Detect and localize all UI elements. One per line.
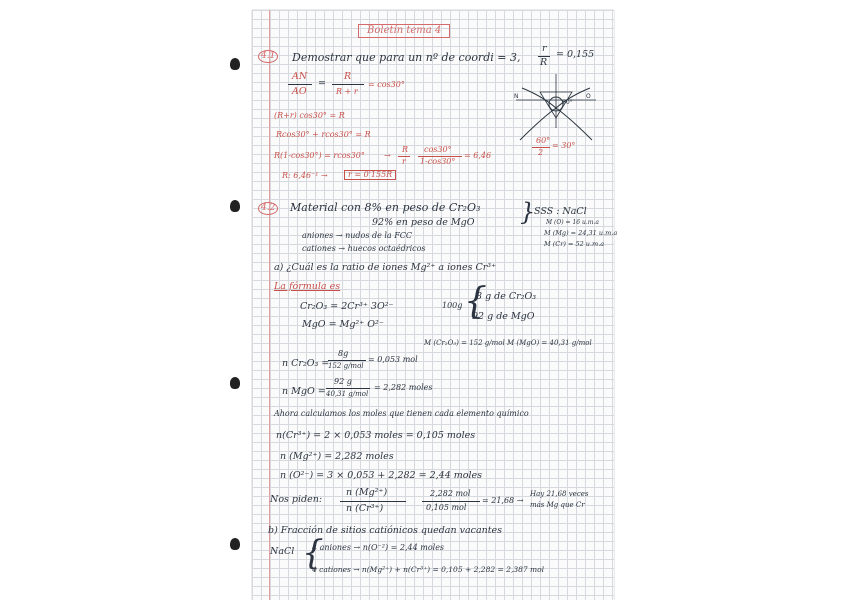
binder-hole bbox=[230, 538, 240, 550]
ratio-value: = 21,68 → bbox=[482, 496, 524, 505]
fraction-numerator: 8g bbox=[338, 349, 349, 358]
binder-hole bbox=[230, 58, 240, 70]
notebook-page bbox=[252, 10, 618, 600]
equation-line: (R+r) cos30° = R bbox=[274, 111, 345, 120]
exercise-statement: Demostrar que para un nº de coordi = 3, bbox=[292, 51, 521, 64]
site-line: 4 aniones → n(O⁻²) = 2,44 moles bbox=[312, 543, 445, 552]
moles-line: n (Mg²⁺) = 2,282 moles bbox=[280, 451, 394, 462]
fraction-denominator: 40,31 g/mol bbox=[326, 390, 369, 398]
svg-text:O: O bbox=[586, 93, 591, 100]
atomic-mass: M (Cr) = 52 u.m.a bbox=[544, 240, 605, 248]
angle-denominator: 2 bbox=[538, 148, 544, 157]
fraction-denominator: 0,105 mol bbox=[426, 503, 467, 512]
exercise-statement: Material con 8% en peso de Cr₂O₃ bbox=[290, 201, 481, 214]
formula-line: MgO = Mg²⁺ O²⁻ bbox=[302, 319, 384, 330]
moles-value: = 0,053 mol bbox=[368, 355, 418, 364]
fraction-numerator: AN bbox=[292, 71, 308, 82]
mass-basis-item: 8 g de Cr₂O₃ bbox=[476, 291, 537, 302]
brace: { bbox=[464, 281, 487, 322]
fraction-denominator: r bbox=[402, 157, 406, 166]
ratio-value: = 0,155 bbox=[556, 49, 595, 60]
text-line: Ahora calculamos los moles que tienen cada elemento químico bbox=[274, 409, 529, 418]
fraction-numerator: n (Mg²⁺) bbox=[346, 487, 388, 498]
brace: } bbox=[520, 198, 536, 226]
nos-piden-label: Nos piden: bbox=[270, 494, 323, 505]
question-a: a) ¿Cuál es la ratio de iones Mg²⁺ a iones Cr³⁺ bbox=[274, 262, 497, 273]
fraction-numerator: cos30° bbox=[424, 145, 452, 154]
lattice-note: aniones → nudos de la FCC bbox=[302, 231, 413, 240]
binder-hole bbox=[230, 200, 240, 212]
boxed-result: r = 0'155R bbox=[344, 170, 396, 180]
equation-line: R(1-cos30°) = rcos30° bbox=[274, 151, 365, 160]
page-title: Boletín tema 4 bbox=[358, 24, 450, 38]
exercise-number: 4.2 bbox=[258, 202, 278, 215]
arrow: → bbox=[384, 151, 391, 160]
formula-line: Cr₂O₃ = 2Cr³⁺ 3O²⁻ bbox=[300, 301, 394, 312]
nacl-label: NaCl bbox=[270, 546, 295, 557]
fraction-denominator: n (Cr³⁺) bbox=[346, 503, 384, 514]
result-value: = 6,46 bbox=[464, 151, 492, 160]
angle-value: = 30° bbox=[552, 141, 576, 150]
ratio-numerator: r bbox=[542, 43, 547, 54]
fraction-denominator: 1-cos30° bbox=[420, 157, 456, 166]
moles-label: n MgO = bbox=[282, 386, 326, 397]
equation-line: R: 6,46⁻¹ → bbox=[282, 171, 328, 180]
mass-basis: 100g bbox=[442, 301, 463, 310]
moles-label: n Cr₂O₃ = bbox=[282, 358, 330, 369]
svg-text:N: N bbox=[514, 93, 519, 100]
moles-line: n (O²⁻) = 3 × 0,053 + 2,282 = 2,44 moles bbox=[280, 470, 483, 481]
equals-sign: = bbox=[318, 78, 326, 89]
moles-line: n(Cr³⁺) = 2 × 0,053 moles = 0,105 moles bbox=[276, 430, 476, 441]
atomic-mass: M (Mg) = 24,31 u.m.a bbox=[544, 229, 618, 237]
formula-heading: La fórmula es bbox=[274, 281, 341, 292]
fraction-denominator: AO bbox=[292, 86, 307, 97]
fraction-denominator: R + r bbox=[336, 87, 358, 96]
binder-hole bbox=[230, 377, 240, 389]
exercise-number: 4.1 bbox=[258, 50, 278, 63]
ratio-note: Hay 21,68 veces bbox=[530, 490, 589, 498]
structure-type: SSS : NaCl bbox=[534, 206, 587, 217]
ratio-denominator: R bbox=[540, 57, 548, 68]
mass-basis-item: 92 g de MgO bbox=[472, 311, 535, 322]
fraction-numerator: 2,282 mol bbox=[430, 489, 471, 498]
molar-mass-line: M (Cr₂O₃) = 152 g/mol M (MgO) = 40,31 g/mol bbox=[424, 339, 592, 347]
fraction-denominator: 152 g/mol bbox=[328, 362, 364, 370]
fraction-numerator: 92 g bbox=[334, 377, 352, 386]
site-line: 4 cationes → n(Mg²⁺) + n(Cr³⁺) = 0,105 + 2,282 = 2,387 mol bbox=[312, 565, 545, 574]
exercise-statement: 92% en peso de MgO bbox=[372, 217, 475, 228]
angle-numerator: 60° bbox=[536, 136, 551, 145]
ratio-note: más Mg que Cr bbox=[530, 501, 585, 509]
atomic-mass: M (O) = 16 u.m.a bbox=[546, 219, 599, 226]
lattice-note: cationes → huecos octaédricos bbox=[302, 244, 426, 253]
question-b: b) Fracción de sitios catiónicos quedan vacantes bbox=[268, 525, 503, 536]
moles-value: = 2,282 moles bbox=[374, 383, 433, 392]
cos-value: = cos30° bbox=[368, 80, 405, 89]
brace: { bbox=[302, 533, 324, 573]
fraction-numerator: R bbox=[402, 145, 409, 154]
margin-line bbox=[269, 10, 270, 600]
svg-text:60°: 60° bbox=[562, 99, 573, 106]
equation-line: Rcos30° + rcos30° = R bbox=[276, 130, 371, 139]
fraction-numerator: R bbox=[344, 71, 352, 82]
